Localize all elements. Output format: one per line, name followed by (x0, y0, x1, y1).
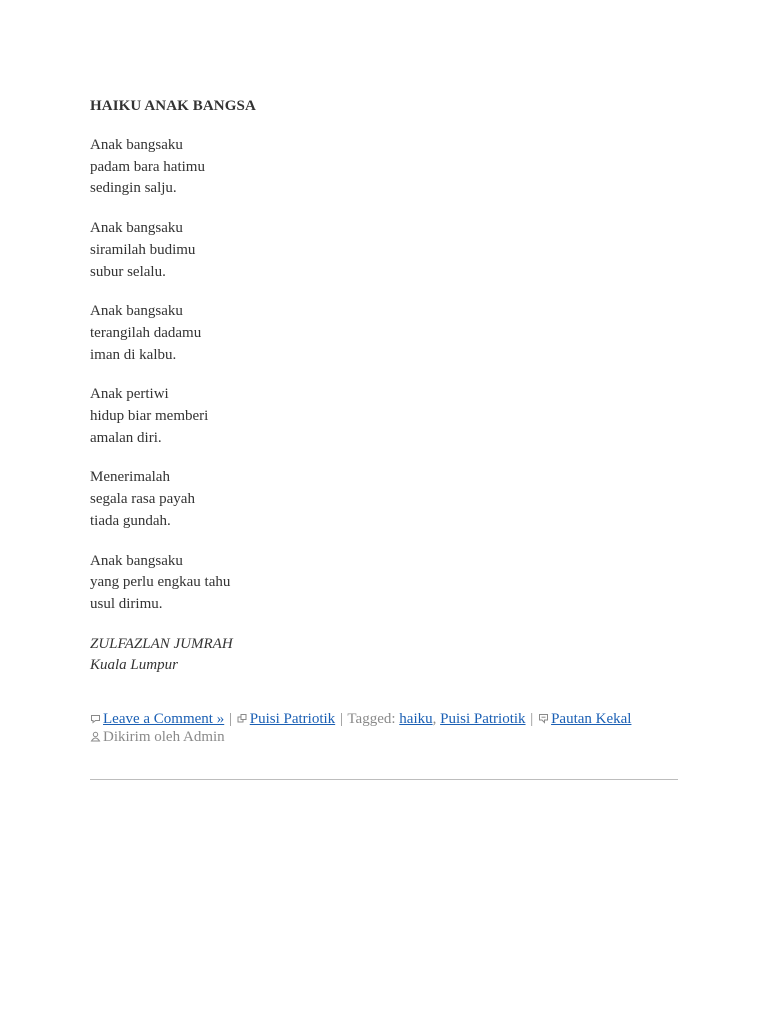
poem-line: tiada gundah. (90, 512, 171, 529)
post-meta (90, 710, 678, 746)
post-divider (90, 779, 678, 780)
stanza-4 (90, 384, 678, 449)
poem-line: Anak bangsaku (90, 303, 183, 320)
tag-comma: , (432, 711, 437, 728)
meta-separator: | (339, 711, 343, 728)
category-icon (237, 713, 248, 724)
poem-line: Anak bangsaku (90, 137, 183, 153)
stanza-5 (90, 467, 678, 532)
poem-line: amalan diri. (90, 429, 162, 446)
poem-line: padam bara hatimu (90, 158, 205, 175)
poem-line: segala rasa payah (90, 491, 195, 508)
leave-comment-link[interactable]: Leave a Comment » (103, 711, 225, 728)
poem-line: yang perlu engkau tahu (90, 574, 231, 591)
poem-line: sedingin salju. (90, 180, 177, 197)
poem-line: hidup biar memberi (90, 408, 209, 425)
author-icon (90, 731, 101, 742)
author-byline: Dikirim oleh Admin (103, 729, 225, 746)
poem-line: Menerimalah (90, 469, 170, 486)
stanza-6 (90, 551, 678, 616)
permalink-icon (538, 713, 549, 724)
author-name: ZULFAZLAN JUMRAH (90, 635, 233, 652)
meta-separator: | (530, 711, 534, 728)
stanza-1 (90, 135, 678, 200)
stanza-3 (90, 301, 678, 366)
category-link[interactable]: Puisi Patriotik (249, 711, 336, 728)
poem-signature (90, 634, 678, 677)
post-title: HAIKU ANAK BANGSA (90, 98, 256, 114)
poem-line: usul dirimu. (90, 595, 163, 612)
author-location: Kuala Lumpur (90, 657, 178, 674)
poem-line: iman di kalbu. (90, 346, 177, 363)
poem-line: Anak pertiwi (90, 386, 169, 403)
poem-line: siramilah budimu (90, 241, 196, 258)
tag-link-puisi-patriotik[interactable]: Puisi Patriotik (440, 711, 526, 728)
post (90, 96, 678, 746)
poem-line: Anak bangsaku (90, 552, 183, 569)
poem-body (90, 135, 678, 616)
tag-link-haiku[interactable]: haiku (399, 711, 433, 728)
poem-line: subur selalu. (90, 263, 166, 280)
post-meta-row (90, 710, 678, 728)
permalink-link[interactable]: Pautan Kekal (551, 711, 632, 728)
tagged-label: Tagged: (347, 711, 396, 728)
post-author-row (90, 728, 678, 746)
poem-line: terangilah dadamu (90, 324, 202, 341)
meta-separator: | (228, 711, 232, 728)
comment-icon (90, 713, 101, 724)
poem-line: Anak bangsaku (90, 220, 183, 237)
stanza-2 (90, 218, 678, 283)
